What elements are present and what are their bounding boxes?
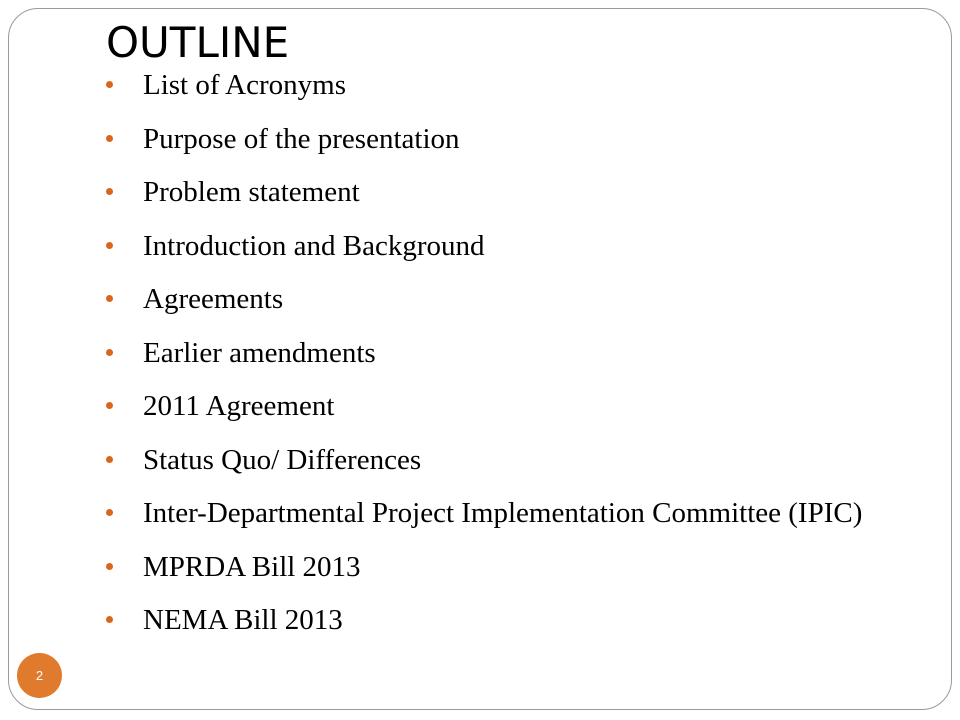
list-item — [106, 335, 926, 371]
outline-list — [106, 67, 926, 656]
list-item-text: 2011 Agreement — [143, 390, 335, 422]
bullet-icon — [106, 456, 113, 463]
list-item — [106, 442, 926, 478]
bullet-icon — [106, 188, 113, 195]
list-item — [106, 67, 926, 103]
bullet-icon — [106, 616, 113, 623]
bullet-icon — [106, 135, 113, 142]
bullet-icon — [106, 402, 113, 409]
list-item — [106, 281, 926, 317]
bullet-icon — [106, 563, 113, 570]
list-item — [106, 228, 926, 264]
list-item-text: Problem statement — [143, 176, 360, 208]
list-item-text: Purpose of the presentation — [143, 122, 460, 155]
list-item — [106, 174, 926, 210]
list-item — [106, 549, 926, 585]
page-number-badge: 2 — [17, 653, 62, 698]
list-item — [106, 121, 926, 157]
list-item-text: Status Quo/ Differences — [143, 443, 422, 476]
bullet-icon — [106, 242, 113, 249]
list-item-text: NEMA Bill 2013 — [143, 604, 343, 636]
list-item-text: MPRDA Bill 2013 — [143, 550, 361, 583]
bullet-icon — [106, 295, 113, 302]
list-item-text: List of Acronyms — [143, 69, 346, 101]
list-item-text: Introduction and Background — [143, 229, 485, 262]
list-item-text: Earlier amendments — [143, 336, 376, 369]
list-item-text: Agreements — [143, 283, 284, 315]
list-item — [106, 602, 926, 638]
bullet-icon — [106, 81, 113, 88]
list-item — [106, 495, 926, 531]
bullet-icon — [106, 509, 113, 516]
slide-title: OUTLINE — [106, 18, 290, 67]
list-item — [106, 388, 926, 424]
list-item-text: Inter-Departmental Project Implementation Committee (IPIC) — [143, 497, 863, 529]
bullet-icon — [106, 349, 113, 356]
